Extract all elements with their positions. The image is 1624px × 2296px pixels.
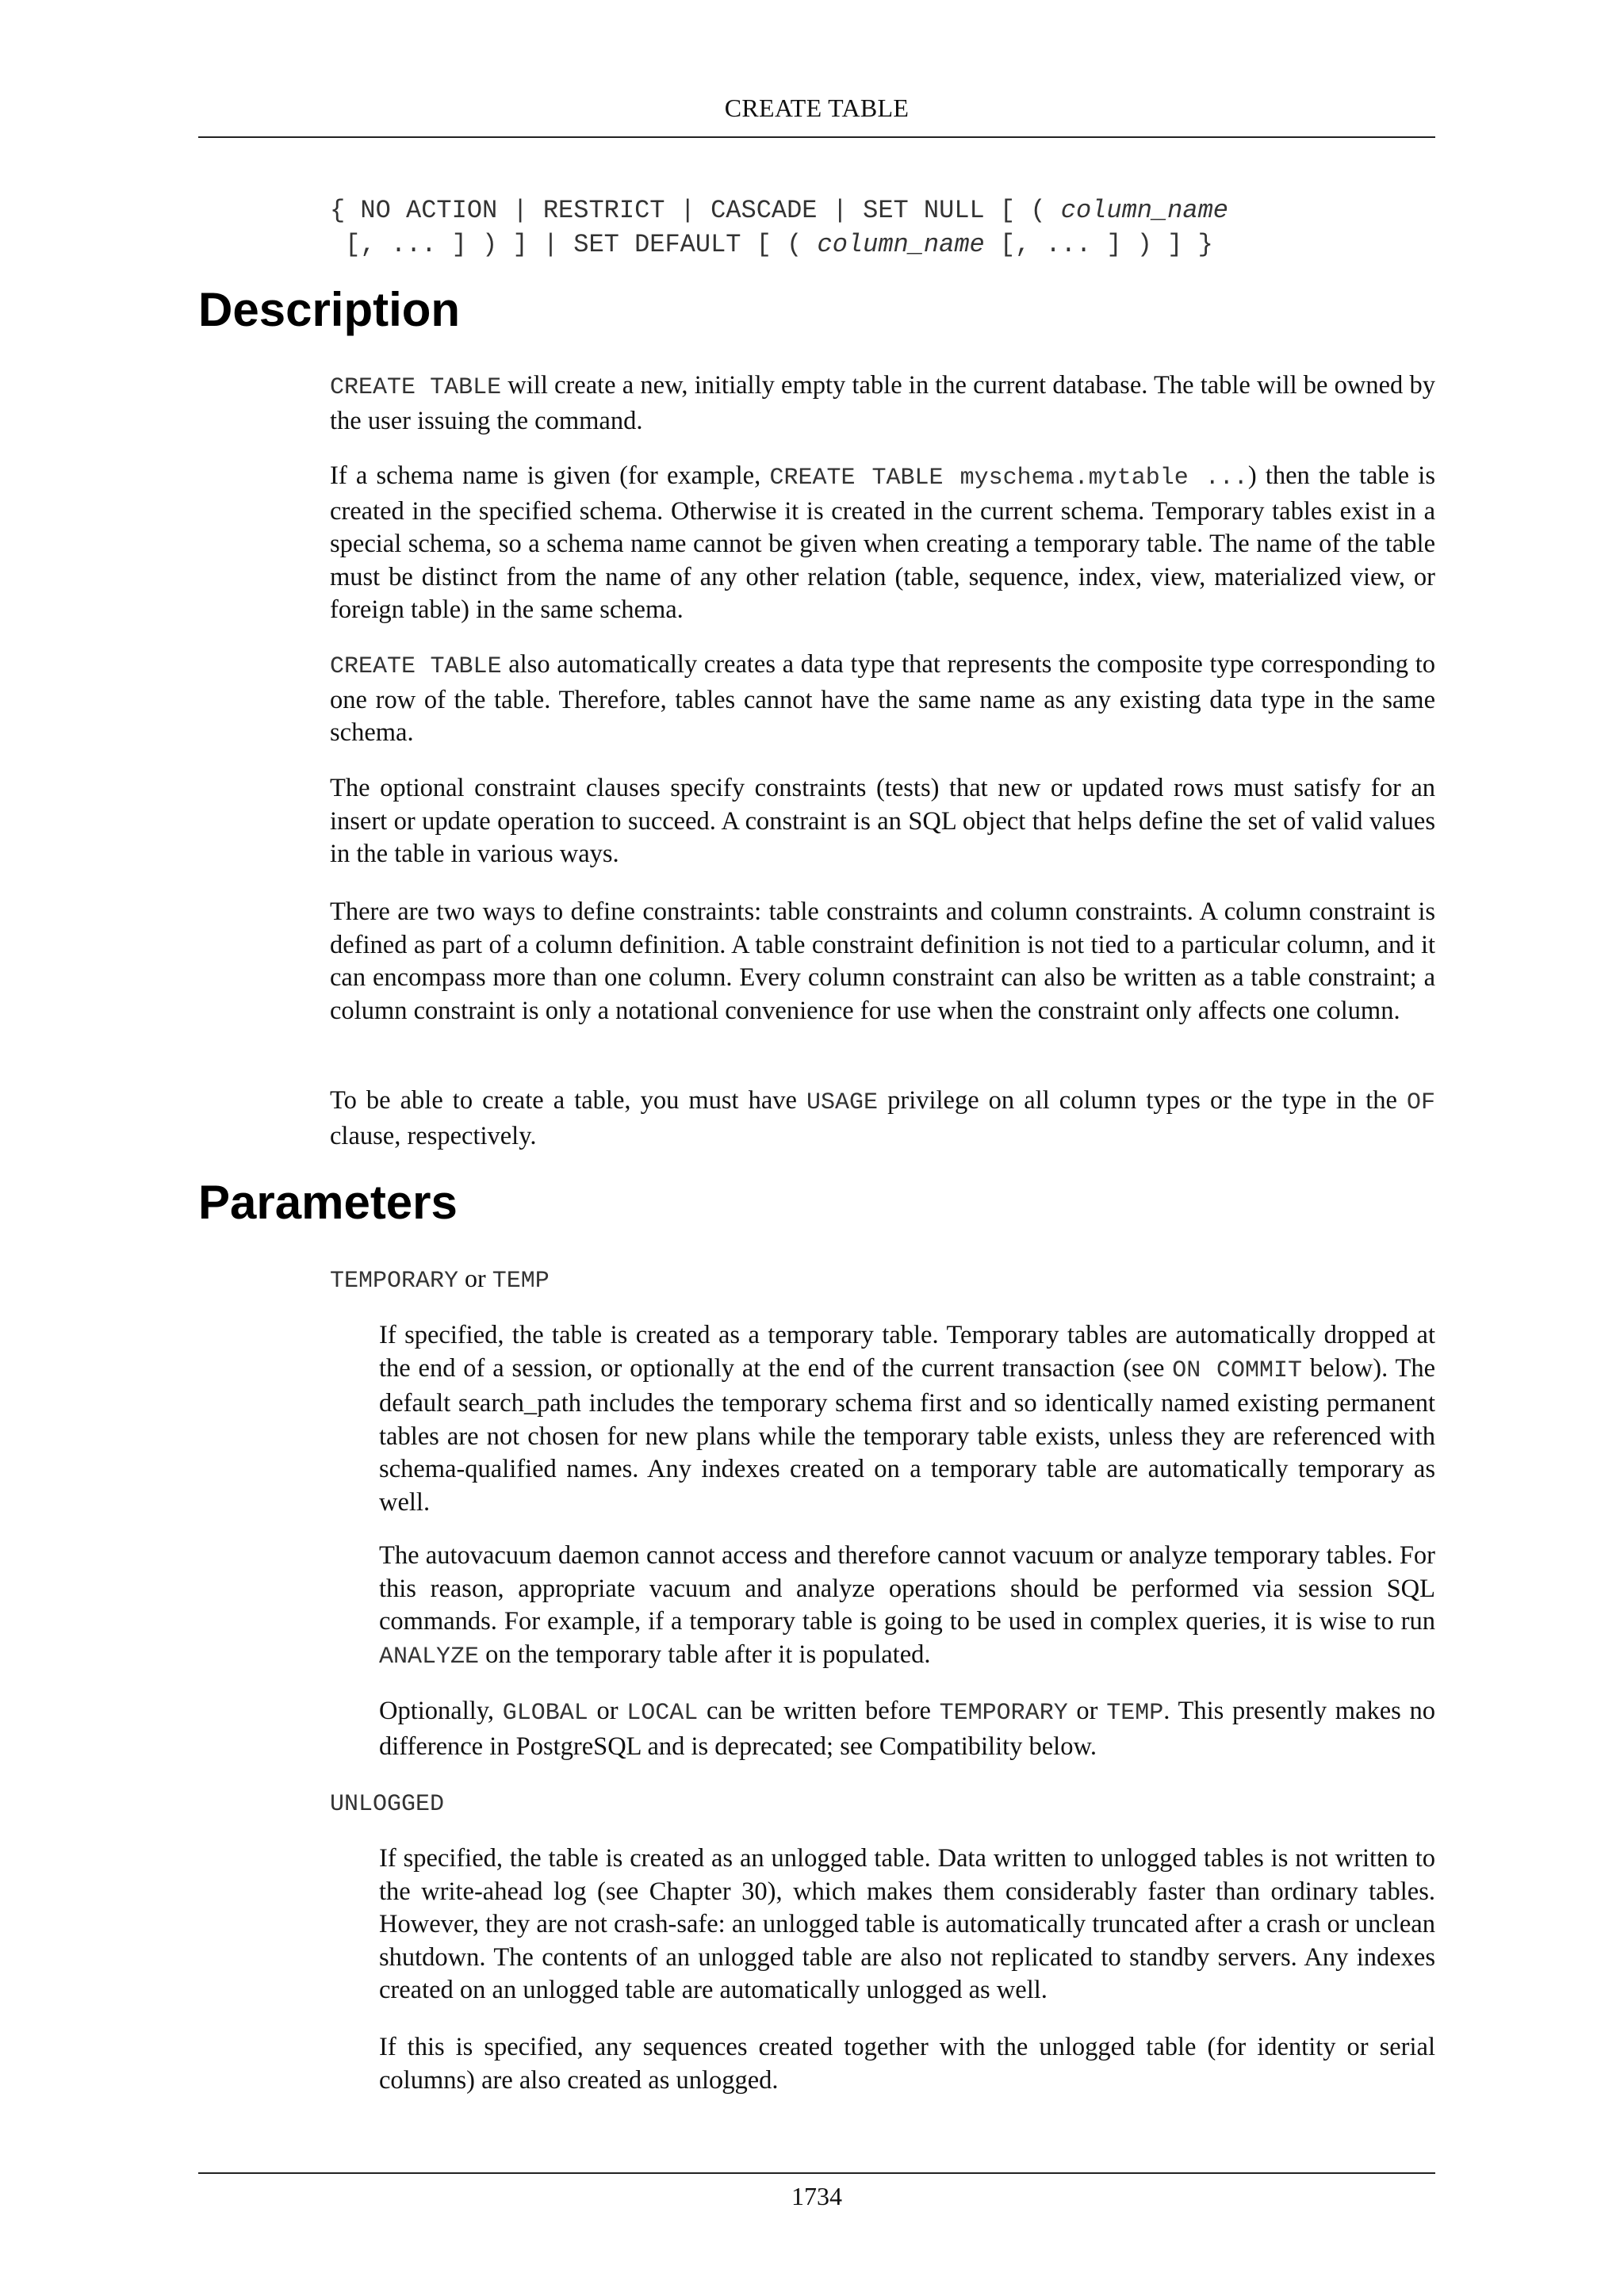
paragraph-text: clause, respectively. <box>330 1121 537 1150</box>
synopsis-line2-param: column_name <box>817 230 985 259</box>
term-temporary <box>330 1264 550 1295</box>
footer-rule <box>198 2172 1435 2174</box>
paragraph-text: also automatically creates a data type that represents the composite type corresponding to one row of the table. Therefore, tables cannot have the same name as any existing data type in the same schema. <box>330 650 1435 747</box>
synopsis-line1-param: column_name <box>1060 196 1228 225</box>
code-temp: TEMP <box>492 1268 550 1295</box>
code-create-table: CREATE TABLE <box>330 374 502 401</box>
paragraph-text: If a schema name is given (for example, <box>330 461 770 490</box>
header-rule <box>198 136 1435 138</box>
unlogged-paragraph-2: If this is specified, any sequences created together with the unlogged table (for identity or serial columns) are also created as unlogged. <box>379 2033 1435 2095</box>
paragraph-text: ) then the table is created in the specified schema. Otherwise it is created in the current schema. Temporary tables exist in a special schema, so a schema name cannot be given when creating a temporary table. The name of the table must be distinct from the name of any other relation (table, sequence, index, view, materialized view, or foreign table) in the same schema. <box>330 461 1435 624</box>
synopsis-line1-text: { NO ACTION | RESTRICT | CASCADE | SET NULL [ ( <box>330 196 1061 225</box>
code-analyze: ANALYZE <box>379 1643 480 1670</box>
temporary-paragraph-2 <box>379 1540 1435 1674</box>
paragraph-text: Optionally, <box>379 1697 503 1725</box>
parameters-heading: Parameters <box>198 1176 458 1229</box>
term-unlogged <box>330 1787 444 1818</box>
code-create-table: CREATE TABLE <box>330 653 502 680</box>
code-usage: USAGE <box>806 1089 879 1116</box>
code-unlogged: UNLOGGED <box>330 1791 445 1818</box>
running-head: CREATE TABLE <box>724 94 910 122</box>
synopsis-line2-end: [, ... ] ) ] } <box>984 230 1213 259</box>
description-paragraph-2 <box>330 460 1435 627</box>
paragraph-text: If specified, the table is created as a temporary table. Temporary tables are automatically dropped at the end of a session, or optionally at the end of the current transaction (see <box>379 1321 1435 1383</box>
paragraph-text: . This presently makes no difference in PostgreSQL and is deprecated; see Compatibility below. <box>379 1697 1436 1761</box>
paragraph-text: below). The default search_path includes the temporary schema first and so identically named existing permanent tables are not chosen for new plans while the temporary table exists, unless they are referenced with schema-qualified names. Any indexes created on a temporary table are automatically temporary as well. <box>379 1353 1435 1517</box>
temporary-paragraph-3 <box>379 1695 1435 1763</box>
synopsis-block <box>330 193 1228 262</box>
description-heading: Description <box>198 283 461 336</box>
paragraph-text: or <box>1067 1697 1107 1725</box>
synopsis-line2-text: [, ... ] ) ] | SET DEFAULT [ ( <box>330 230 818 259</box>
code-local: LOCAL <box>626 1700 699 1727</box>
code-temporary: TEMPORARY <box>939 1700 1068 1727</box>
temporary-paragraph-1 <box>379 1319 1435 1519</box>
description-paragraph-4: The optional constraint clauses specify constraints (tests) that new or updated rows must satisfy for an insert or update operation to succeed. A constraint is an SQL object that helps define the set of valid values in the table in various ways. <box>330 774 1435 868</box>
code-on-commit: ON COMMIT <box>1172 1357 1303 1384</box>
description-paragraph-5: There are two ways to define constraints: table constraints and column constraints. A column constraint is defined as part of a column definition. A table constraint definition is not tied to a particular column, and it can encompass more than one column. Every column constraint can also be written as a table constraint; a column constraint is only a notational convenience for use when the constraint only affects one column. <box>330 897 1435 1025</box>
paragraph-text: privilege on all column types or the type in the <box>878 1086 1407 1115</box>
paragraph-text: The autovacuum daemon cannot access and therefore cannot vacuum or analyze temporary tables. For this reason, appropriate vacuum and analyze operations should be performed via session SQL commands. For example, if a temporary table is going to be used in complex queries, it is wise to run <box>379 1541 1435 1636</box>
code-schema-example: CREATE TABLE myschema.mytable ... <box>769 465 1248 492</box>
description-paragraph-3 <box>330 649 1435 750</box>
paragraph-text: or <box>588 1697 627 1725</box>
paragraph-text: can be written before <box>698 1697 940 1725</box>
unlogged-paragraph-1: If specified, the table is created as an unlogged table. Data written to unlogged tables is not written to the write-ahead log (see Chapter 30), which makes them considerably faster than ordinary tables. However, they are not crash-safe: an unlogged table is automatically truncated after a crash or unclean shutdown. The contents of an unlogged table are also not replicated to standby servers. Any indexes created on an unlogged table are automatically unlogged as well. <box>379 1844 1435 2004</box>
code-global: GLOBAL <box>502 1700 588 1727</box>
term-connector: or <box>458 1264 492 1292</box>
paragraph-text: on the temporary table after it is populated. <box>479 1640 931 1669</box>
page-number: 1734 <box>791 2182 842 2210</box>
code-temporary: TEMPORARY <box>330 1268 459 1295</box>
paragraph-text: To be able to create a table, you must have <box>330 1086 807 1115</box>
description-paragraph-6 <box>330 1085 1435 1153</box>
code-temp: TEMP <box>1106 1700 1164 1727</box>
description-paragraph-1 <box>330 369 1435 438</box>
paragraph-text: will create a new, initially empty table in the current database. The table will be owned by the user issuing the command. <box>330 371 1435 435</box>
code-of: OF <box>1406 1089 1435 1116</box>
